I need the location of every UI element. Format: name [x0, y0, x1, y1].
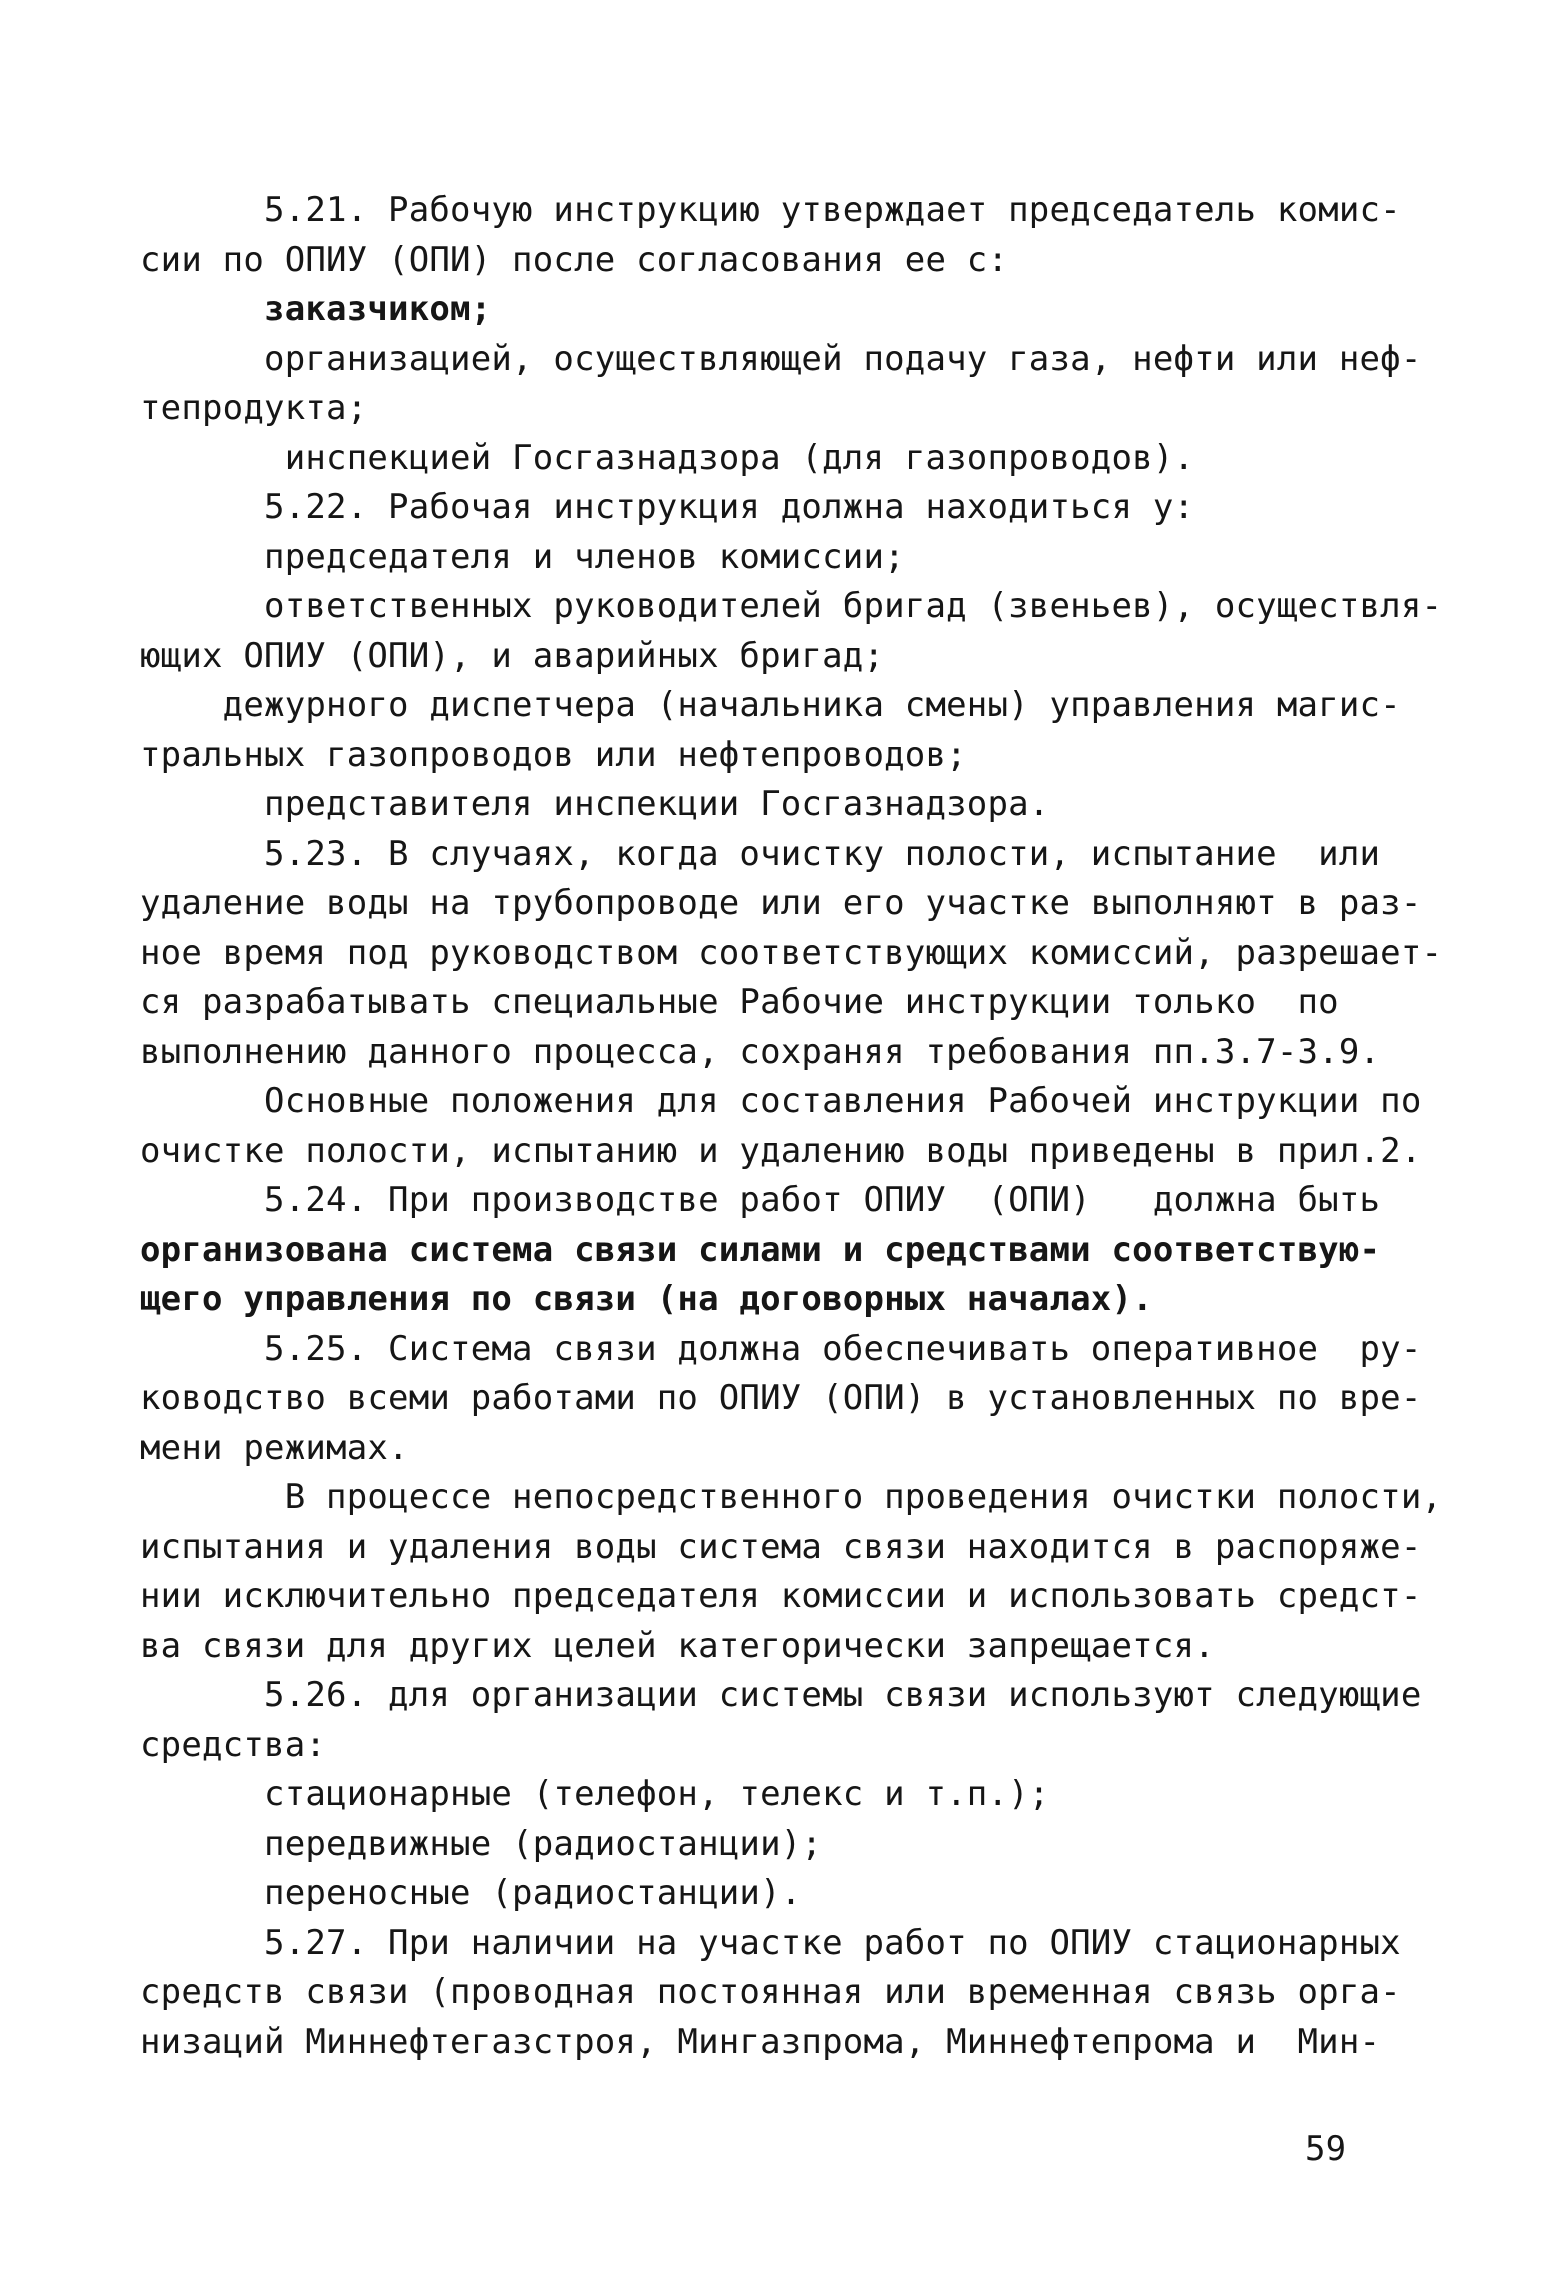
text-line: тепродукта;	[140, 388, 368, 428]
text-line: ответственных руководителей бригад (звеньев), осуществля-	[140, 586, 1443, 626]
text-line: ющих ОПИУ (ОПИ), и аварийных бригад;	[140, 635, 885, 676]
text-line: нии исключительно председателя комиссии и использовать средст-	[140, 1576, 1422, 1616]
text-line: 5.25. Система связи должна обеспечивать оперативное ру-	[140, 1328, 1422, 1369]
text-line: 5.21. Рабочую инструкцию утверждает председатель комис-	[140, 190, 1401, 230]
text-line: испытания и удаления воды система связи находится в распоряже-	[140, 1526, 1422, 1567]
text-line: переносные (радиостанции).	[140, 1873, 802, 1913]
text-line: дежурного диспетчера (начальника смены) управления магис-	[140, 685, 1401, 725]
text-line: 5.23. В случаях, когда очистку полости, испытание или	[140, 833, 1381, 874]
text-line: ся разрабатывать специальные Рабочие инструкции только по	[140, 982, 1339, 1022]
text-line: ное время под руководством соответствующих комиссий, разрешает-	[140, 932, 1443, 973]
text-line: выполнению данного процесса, сохраняя требования пп.3.7-3.9.	[140, 1031, 1381, 1072]
text-line: заказчиком;	[140, 289, 492, 329]
text-line: средств связи (проводная постоянная или временная связь орга-	[140, 1972, 1401, 2012]
text-line: тральных газопроводов или нефтепроводов;	[140, 734, 967, 775]
text-line: мени режимах.	[140, 1427, 409, 1468]
text-line: организацией, осуществляющей подачу газа, нефти или неф-	[140, 338, 1422, 379]
text-line: передвижные (радиостанции);	[140, 1823, 823, 1864]
text-line: организована система связи силами и средствами соответствую-	[140, 1229, 1381, 1270]
text-line: очистке полости, испытанию и удалению воды приведены в прил.2.	[140, 1130, 1422, 1171]
text-line: 5.24. При производстве работ ОПИУ (ОПИ) должна быть	[140, 1180, 1381, 1220]
text-line: 5.27. При наличии на участке работ по ОПИУ стационарных	[140, 1922, 1401, 1963]
text-line: 5.26. для организации системы связи используют следующие	[140, 1675, 1422, 1715]
text-line: В процессе непосредственного проведения очистки полости,	[140, 1477, 1443, 1517]
text-line: представителя инспекции Госгазнадзора.	[140, 784, 1050, 824]
text-line: ководство всеми работами по ОПИУ (ОПИ) в установленных по вре-	[140, 1378, 1422, 1418]
text-line: средства:	[140, 1724, 327, 1765]
text-line: низаций Миннефтегазстроя, Мингазпрома, Миннефтепрома и Мин-	[140, 2021, 1381, 2062]
text-line: Основные положения для составления Рабочей инструкции по	[140, 1081, 1422, 1121]
page-number: 59	[1305, 2129, 1347, 2169]
text-line: сии по ОПИУ (ОПИ) после согласования ее с:	[140, 239, 1009, 280]
text-line: 5.22. Рабочая инструкция должна находиться у:	[140, 487, 1195, 527]
text-line: щего управления по связи (на договорных началах).	[140, 1279, 1153, 1319]
text-line: инспекцией Госгазнадзора (для газопроводов).	[140, 437, 1195, 478]
text-line: ва связи для других целей категорически запрещается.	[140, 1625, 1215, 1666]
document-body	[140, 186, 1443, 2067]
text-line: удаление воды на трубопроводе или его участке выполняют в раз-	[140, 883, 1422, 923]
text-line: председателя и членов комиссии;	[140, 536, 905, 577]
text-line: стационарные (телефон, телекс и т.п.);	[140, 1774, 1050, 1814]
